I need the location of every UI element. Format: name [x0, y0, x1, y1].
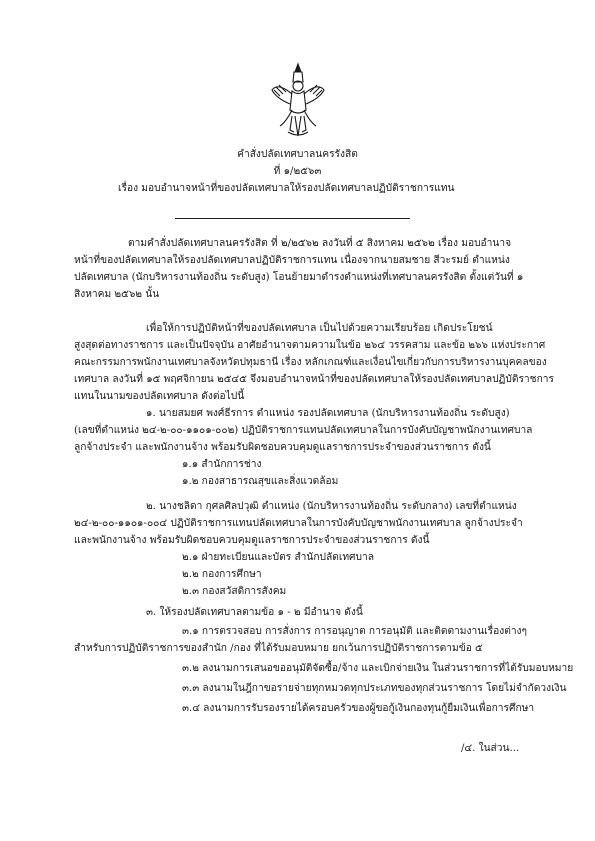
order-title: คำสั่งปลัดเทศบาลนครรังสิต [237, 149, 358, 160]
list-item: ๓.๓ ลงนามในฎีกาขอรายจ่ายทุกหมวดทุกประเภทของทุกส่วนราชการ โดยไม่จำกัดวงเงิน [182, 683, 567, 694]
continued-marker: /๔. ในส่วน... [461, 743, 520, 754]
paragraph-line: เพื่อให้การปฏิบัติหน้าที่ของปลัดเทศบาล เป็นไปด้วยความเรียบร้อย เกิดประโยชน์ [146, 323, 493, 334]
paragraph-line: สูงสุดต่อทางราชการ และเป็นปัจจุบัน อาศัยอำนาจตามความในข้อ ๒๖๔ วรรคสาม และข้อ ๒๖๖ แห่งประกาศ [74, 340, 546, 351]
paragraph-line: หน้าที่ของปลัดเทศบาลให้รองปลัดเทศบาลปฏิบัติราชการแทน เนื่องจากนายสมชาย สีวะรมย์ ตำแหน่ง [74, 255, 510, 266]
list-item: ๓.๒ ลงนามการเสนอขออนุมัติจัดซื้อ/จ้าง และเบิกจ่ายเงิน ในส่วนราชการที่ได้รับมอบหมาย [182, 663, 574, 674]
paragraph-line: คณะกรรมการพนักงานเทศบาลจังหวัดปทุมธานี เรื่อง หลักเกณฑ์และเงื่อนไขเกี่ยวกับการบริหารงานบุคคลของ [74, 357, 547, 368]
paragraph-line: สิงหาคม ๒๕๖๒ นั้น [74, 289, 160, 300]
paragraph-line: ลูกจ้างประจำ และพนักงานจ้าง พร้อมรับผิดชอบควบคุมดูแลราชการประจำของส่วนราชการ ดังนี้ [74, 442, 491, 453]
list-item: ๑.๒ กองสาธารณสุขและสิ่งแวดล้อม [182, 476, 339, 487]
list-item-heading: ๒. นางชลิดา กุศลศิลปวุฒิ ตำแหน่ง (นักบริหารงานท้องถิ่น ระดับกลาง) เลขที่ตำแหน่ง [146, 501, 517, 512]
paragraph-line: ปลัดเทศบาล (นักบริหารงานท้องถิ่น ระดับสูง) โอนย้ายมาดำรงตำแหน่งที่เทศบาลนครรังสิต ตั้งแต่วันที่ ๑ [74, 272, 524, 283]
list-item-heading: ๑. นายสมยศ พงศ์ธีรการ ตำแหน่ง รองปลัดเทศบาล (นักบริหารงานท้องถิ่น ระดับสูง) [146, 408, 510, 419]
paragraph-line: เทศบาล ลงวันที่ ๑๕ พฤศจิกายน ๒๕๔๕ จึงมอบอำนาจหน้าที่ของปลัดเทศบาลให้รองปลัดเทศบาลปฏิบัติราชการ [74, 374, 554, 385]
list-item: ๓.๑ การตรวจสอบ การสั่งการ การอนุญาต การอนุมัติ และติดตามงานเรื่องต่างๆ [182, 626, 528, 637]
list-item: ๒.๒ กองการศึกษา [182, 569, 262, 580]
paragraph-line: และพนักงานจ้าง พร้อมรับผิดชอบควบคุมดูแลราชการประจำของส่วนราชการ ดังนี้ [74, 535, 430, 546]
garuda-emblem-icon [268, 60, 328, 140]
paragraph-line: แทนในนามของปลัดเทศบาล ดังต่อไปนี้ [74, 391, 245, 402]
list-item: ๒.๑ ฝ่ายทะเบียนและบัตร สำนักปลัดเทศบาล [182, 552, 374, 563]
list-item: ๓.๔ ลงนามการรับรองรายได้ครอบครัวของผู้ขอกู้เงินกองทุนกู้ยืมเงินเพื่อการศึกษา [182, 703, 535, 714]
paragraph-line: ๒๔-๒-๐๐-๑๑๐๑-๐๐๔ ปฏิบัติราชการแทนปลัดเทศบาลในการบังคับบัญชาพนักงานเทศบาล ลูกจ้างประจำ [74, 518, 523, 529]
list-item-heading: ๓. ให้รองปลัดเทศบาลตามข้อ ๑ - ๒ มีอำนาจ ดังนี้ [146, 607, 363, 618]
title-divider [175, 218, 410, 219]
order-subject: เรื่อง มอบอำนาจหน้าที่ของปลัดเทศบาลให้รองปลัดเทศบาลปฏิบัติราชการแทน [118, 183, 455, 194]
paragraph-line: ตามคำสั่งปลัดเทศบาลนครรังสิต ที่ ๒/๒๕๖๒ ลงวันที่ ๕ สิงหาคม ๒๕๖๒ เรื่อง มอบอำนาจ [128, 238, 512, 249]
paragraph-line: (เลขที่ตำแหน่ง ๒๔-๒-๐๐-๑๑๐๑-๐๐๒) ปฏิบัติราชการแทนปลัดเทศบาลในการบังคับบัญชาพนักงานเทศบาล [74, 425, 533, 436]
order-number: ที่ ๑/๒๕๖๓ [273, 166, 322, 177]
paragraph-line: สำหรับการปฏิบัติราชการของสำนัก /กอง ที่ได้รับมอบหมาย ยกเว้นการปฏิบัติราชการตามข้อ ๕ [74, 643, 483, 654]
list-item: ๒.๓ กองสวัสดิการสังคม [182, 586, 287, 597]
list-item: ๑.๑ สำนักการช่าง [182, 459, 262, 470]
